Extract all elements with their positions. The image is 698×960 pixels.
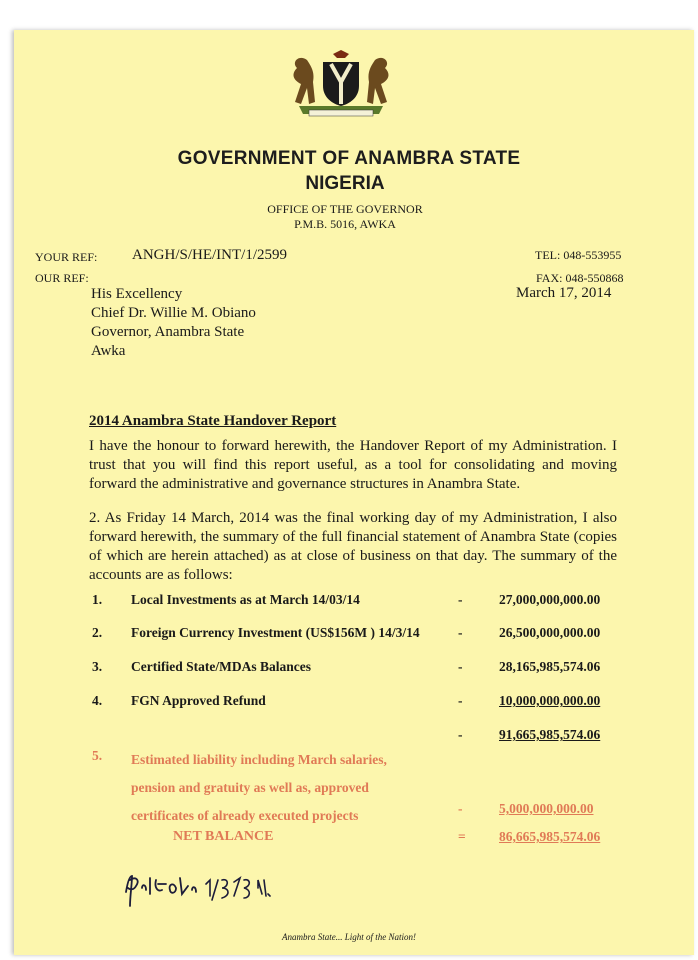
row-amount: 28,165,985,574.06 [499, 659, 601, 674]
office-block [0, 202, 690, 232]
row-number: 2. [92, 625, 103, 640]
row-number: 1. [92, 592, 103, 607]
row-dash: - [458, 659, 463, 674]
tel-number: TEL: 048-553955 [535, 248, 622, 262]
footer-slogan: Anambra State... Light of the Nation! [282, 932, 416, 942]
coat-of-arms-icon [279, 48, 403, 118]
paragraph-2: 2. As Friday 14 March, 2014 was the final working day of my Administration, I also forward herewith, the summary of the full financial statement of Anambra State (copies of which are herein attached) as at close of business on that day. The summary of the accounts are as follows: [89, 510, 617, 583]
fax-number: FAX: 048-550868 [536, 271, 624, 285]
row-number: 4. [92, 693, 103, 708]
your-ref-value: ANGH/S/HE/INT/1/2599 [132, 247, 287, 263]
letter-date: March 17, 2014 [516, 285, 612, 301]
row-number: 5. [92, 748, 103, 763]
row-label: FGN Approved Refund [131, 693, 266, 708]
handwritten-signature [118, 866, 298, 916]
row-label: Local Investments as at March 14/03/14 [131, 592, 360, 607]
addressee-line: Chief Dr. Willie M. Obiano [91, 305, 256, 321]
liability-line: pension and gratuity as well as, approved [131, 780, 369, 795]
account-row [0, 592, 698, 614]
account-row [0, 659, 698, 681]
row-dash: - [458, 693, 463, 708]
your-ref-label: YOUR REF: [35, 250, 98, 264]
net-balance-label: NET BALANCE [173, 829, 274, 844]
government-title: GOVERNMENT OF ANAMBRA STATE [177, 148, 521, 169]
office-address: P.M.B. 5016, AWKA [294, 217, 396, 231]
addressee-block [91, 285, 256, 361]
row-amount: 26,500,000,000.00 [499, 625, 601, 640]
row-amount: 27,000,000,000.00 [499, 592, 601, 607]
row-dash: - [458, 592, 463, 607]
addressee-line: Governor, Anambra State [91, 324, 245, 340]
account-row [0, 693, 698, 715]
liability-amount: 5,000,000,000.00 [499, 801, 594, 816]
country-title: NIGERIA [305, 173, 385, 194]
our-ref-label: OUR REF: [35, 271, 89, 285]
row-dash: - [458, 727, 463, 742]
net-sign: = [458, 829, 466, 844]
liability-line: certificates of already executed projects [131, 808, 359, 823]
row-label: Foreign Currency Investment (US$156M ) 14/3/14 [131, 625, 420, 640]
net-balance-row [0, 829, 698, 851]
liability-line: Estimated liability including March salaries, [131, 752, 387, 767]
paragraph-1: I have the honour to forward herewith, the Handover Report of my Administration. I trust that you will find this report useful, as a tool for consolidating and moving forward the administrative and governance structures in Anambra State. [89, 438, 617, 492]
row-number: 3. [92, 659, 103, 674]
addressee-line: His Excellency [91, 286, 183, 302]
office-name: OFFICE OF THE GOVERNOR [267, 202, 423, 216]
addressee-line: Awka [91, 343, 126, 359]
row-dash: - [458, 625, 463, 640]
row-dash: - [458, 801, 463, 816]
subtotal-amount: 91,665,985,574.06 [499, 727, 601, 742]
net-balance-amount: 86,665,985,574.06 [499, 829, 601, 844]
row-label: Certified State/MDAs Balances [131, 659, 311, 674]
subject-heading: 2014 Anambra State Handover Report [89, 413, 337, 429]
row-amount: 10,000,000,000.00 [499, 693, 601, 708]
liability-amount-row [0, 801, 698, 823]
account-row [0, 625, 698, 647]
